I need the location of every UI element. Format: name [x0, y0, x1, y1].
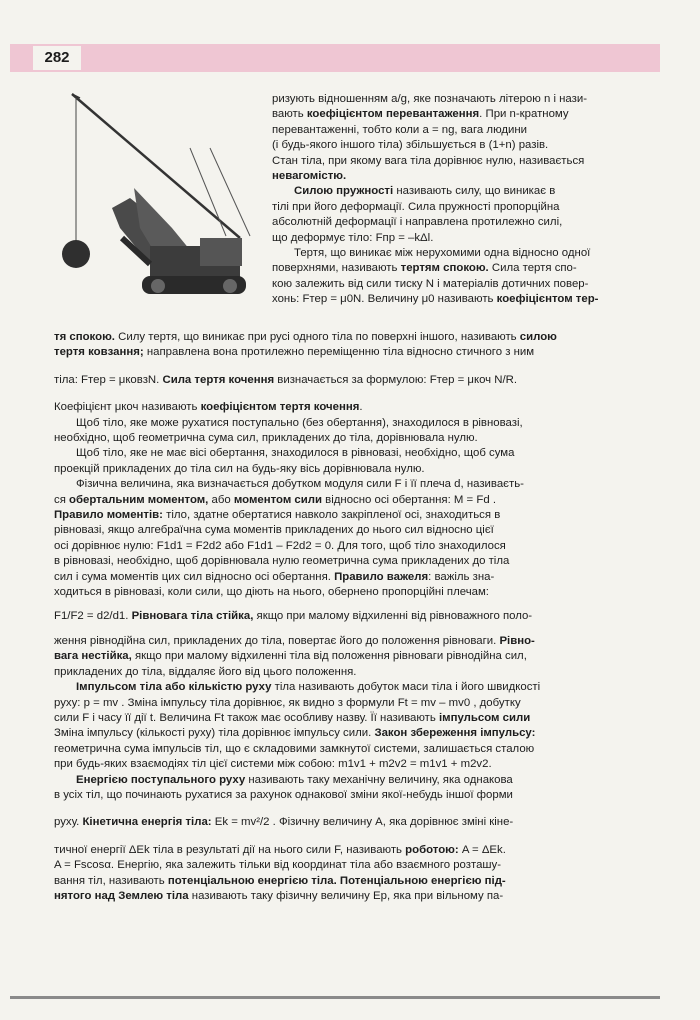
bottom-rule	[10, 996, 660, 999]
text-line: тілі при його деформації. Сила пружності пропорційна	[272, 200, 560, 213]
text-line: ризують відношенням a/g, яке позначають літерою n і нази-	[272, 93, 588, 105]
text-line: вання тіл, називають потенціальною енергією тіла. Потенціальною енергією під-	[54, 874, 506, 887]
text-line: Силою пружності називають силу, що виникає в	[294, 185, 556, 198]
text-line: нятого над Землею тіла називають таку фізичну величину Ep, яка при вільному па-	[54, 890, 504, 902]
text-line: перевантаженні, тобто коли a = ng, вага людини	[272, 123, 528, 136]
text-line: хонь: Fтер = μ0N. Величину μ0 називають коефіцієнтом тер-	[272, 293, 599, 306]
main-text	[54, 330, 640, 904]
text-line: Щоб тіло, яке може рухатися поступально (без обертання), знаходилося в рівновазі,	[76, 416, 523, 429]
page-number: 282	[33, 46, 81, 70]
right-column-text	[272, 92, 640, 308]
text-line: геометрична сума імпульсів тіл, що є складовими замкнутої системи, залишається сталою	[54, 742, 535, 755]
text-line: A = Fscosα. Енергію, яка залежить тільки від координат тіла або взаємного розташу-	[54, 859, 502, 872]
text-line: тіла: Fтер = μковзN. Сила тертя кочення визначається за формулою: Fтер = μкоч N/R.	[54, 373, 518, 386]
text-line: невагомістю.	[272, 170, 347, 183]
text-line: Зміна імпульсу (кількості руху) тіла дорівнює імпульсу сили. Закон збереження імпульсу:	[54, 727, 536, 740]
text-line: тичної енергії ΔEk тіла в результаті дії на нього сили F, називають роботою: A = ΔEk.	[54, 843, 506, 856]
text-line: вають коефіцієнтом перевантаження. При n-кратному	[272, 108, 569, 121]
text-line: Тертя, що виникає між нерухомими одна відносно одної	[294, 247, 591, 260]
text-line: сил і сума моментів цих сил відносно осі обертання. Правило важеля: важіль зна-	[54, 570, 495, 583]
text-line: (і будь-якого іншого тіла) збільшується в (1+n) разів.	[272, 139, 549, 152]
header-bar	[10, 44, 660, 72]
text-line: що деформує тіло: Fпр = –kΔl.	[272, 231, 434, 244]
text-line: ження рівнодійна сил, прикладених до тіла, повертає його до положення рівноваги. Рівно-	[54, 634, 535, 647]
text-line: в рівновазі, необхідно, щоб дорівнювала нулю геометрична сума прикладених до тіла	[54, 555, 510, 568]
text-line: Щоб тіло, яке не має вісі обертання, знаходилося в рівновазі, необхідно, щоб сума	[76, 447, 515, 460]
text-line: F1/F2 = d2/d1. Рівновага тіла стійка, якщо при малому відхиленні від рівноважного поло-	[54, 609, 533, 622]
text-line: поверхнями, називають тертям спокою. Сила тертя спо-	[272, 262, 577, 275]
text-line: Фізична величина, яка визначається добутком модуля сили F і її плеча d, називаєть-	[76, 478, 524, 491]
text-line: руху: p = mv . Зміна імпульсу тіла дорівнює, як видно з формули Ft = mv – mv0 , добутку	[54, 696, 521, 709]
text-line: прикладених до тіла, віддаляє його від цього положення.	[54, 665, 357, 678]
text-line: тя спокою. Силу тертя, що виникає при русі одного тіла по поверхні іншого, називають силою	[54, 331, 557, 343]
text-line: кою залежить від сили тиску N і матеріалів дотичних повер-	[272, 277, 589, 290]
text-line: Стан тіла, при якому вага тіла дорівнює нулю, називається	[272, 154, 585, 167]
text-line: осі дорівнює нулю: F1d1 = F2d2 або F1d1 – F2d2 = 0. Для того, щоб тіло знаходилося	[54, 539, 506, 552]
text-line: вага нестійка, якщо при малому відхиленні тіла від положення рівноваги рівнодійна сил,	[54, 650, 527, 663]
text-line: тертя ковзання; направлена вона протилежно переміщенню тіла відносно стичного з ним	[54, 346, 535, 359]
text-line: Коефіцієнт μкоч називають коефіцієнтом тертя кочення.	[54, 401, 363, 414]
text-line: сили F і часу її дії t. Величина Ft також має особливу назву. Її називають імпульсом сили	[54, 711, 531, 724]
text-line: ходиться в рівновазі, коли сили, що діють на нього, обернено пропорційні плечам:	[54, 586, 489, 599]
text-line: необхідно, щоб геометрична сума сил, прикладених до тіла, дорівнювала нулю.	[54, 432, 478, 445]
text-line: при будь-яких взаємодіях тіл цієї системи між собою: m1v1 + m2v2 = m1v1 + m2v2.	[54, 758, 492, 771]
text-line: абсолютній деформації і направлена протилежно силі,	[272, 216, 563, 229]
crane-photo	[50, 88, 266, 316]
text-line: ся обертальним моментом, або моментом сили відносно осі обертання: M = Fd .	[54, 493, 496, 506]
text-line: рівновазі, якщо алгебраїчна сума моментів прикладених до нього сил відносно цієї	[54, 524, 494, 537]
text-line: в усіх тіл, що починають рухатися за рахунок однакової зміни якої-небудь іншої форми	[54, 788, 513, 801]
text-line: Правило моментів: тіло, здатне обертатися навколо закріпленої осі, знаходиться в	[54, 509, 501, 522]
text-line: Імпульсом тіла або кількістю руху тіла називають добуток маси тіла і його швидкості	[76, 681, 541, 694]
text-line: Енергією поступального руху називають таку механічну величину, яка однакова	[76, 773, 513, 786]
text-line: руху. Кінетична енергія тіла: Ek = mv²/2 . Фізичну величину A, яка дорівнює зміні кіне-	[54, 816, 514, 829]
text-line: проекцій прикладених до тіла сил на будь-яку вісь дорівнювала нулю.	[54, 462, 425, 475]
